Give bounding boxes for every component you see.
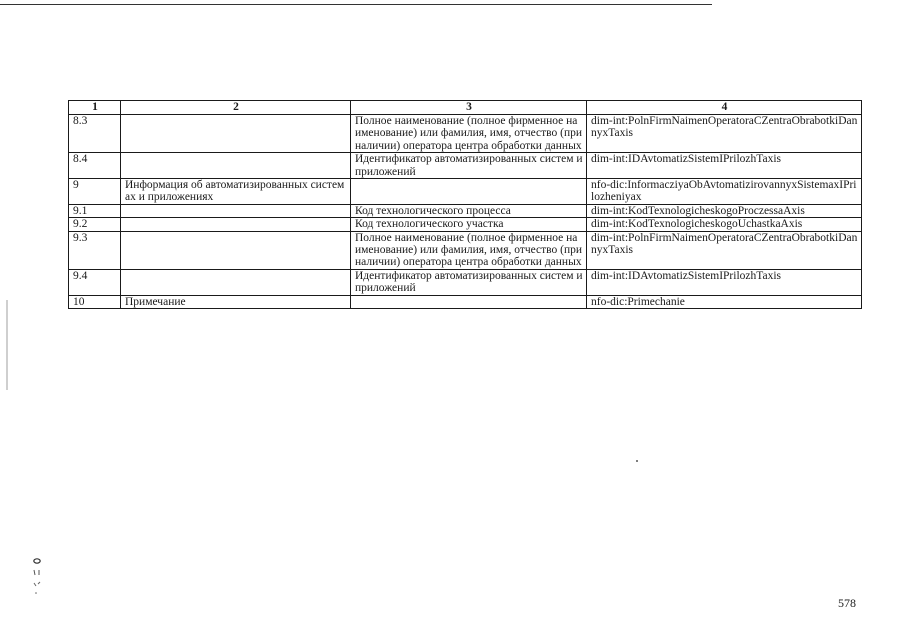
row-name: Примечание (121, 295, 351, 308)
header-col-3: 3 (351, 101, 587, 115)
row-description (351, 295, 587, 308)
margin-marks-icon (32, 556, 46, 596)
scan-speck (636, 460, 638, 462)
row-name (121, 115, 351, 153)
row-code: dim-int:PolnFirmNaimenOperatoraCZentraObrabotkiDannyxTaxis (587, 115, 862, 153)
row-description: Идентификатор автоматизированных систем и приложений (351, 269, 587, 295)
table-row (69, 204, 862, 217)
table-row (69, 269, 862, 295)
row-description: Код технологического процесса (351, 204, 587, 217)
table-row (69, 295, 862, 308)
row-name (121, 269, 351, 295)
row-code: nfo-dic:Primechanie (587, 295, 862, 308)
row-number: 8.4 (69, 153, 121, 179)
row-name (121, 153, 351, 179)
top-rule (0, 4, 712, 5)
document-table (68, 100, 862, 309)
row-code: dim-int:KodTexnologicheskogoUchastkaAxis (587, 218, 862, 231)
row-number: 10 (69, 295, 121, 308)
row-description: Идентификатор автоматизированных систем и приложений (351, 153, 587, 179)
row-number: 9.2 (69, 218, 121, 231)
scan-edge-shadow (6, 300, 8, 390)
table-row (69, 231, 862, 269)
row-code: dim-int:IDAvtomatizSistemIPrilozhTaxis (587, 153, 862, 179)
row-name (121, 218, 351, 231)
row-number: 9.1 (69, 204, 121, 217)
row-name (121, 231, 351, 269)
header-col-4: 4 (587, 101, 862, 115)
row-code: nfo-dic:InformacziyaObAvtomatizirovannyxSistemaxIPrilozheniyax (587, 179, 862, 205)
row-name: Информация об автоматизированных системах и приложениях (121, 179, 351, 205)
row-description: Полное наименование (полное фирменное наименование) или фамилия, имя, отчество (при наличии) оператора центра обработки данных (351, 115, 587, 153)
page-number: 578 (838, 596, 856, 610)
row-description: Код технологического участка (351, 218, 587, 231)
table-row (69, 153, 862, 179)
row-number: 9.4 (69, 269, 121, 295)
row-number: 9.3 (69, 231, 121, 269)
row-name (121, 204, 351, 217)
header-col-1: 1 (69, 101, 121, 115)
row-number: 8.3 (69, 115, 121, 153)
table-row (69, 115, 862, 153)
row-description (351, 179, 587, 205)
row-code: dim-int:PolnFirmNaimenOperatoraCZentraObrabotkiDannyxTaxis (587, 231, 862, 269)
table-row (69, 179, 862, 205)
table-header-row (69, 101, 862, 115)
row-code: dim-int:IDAvtomatizSistemIPrilozhTaxis (587, 269, 862, 295)
row-code: dim-int:KodTexnologicheskogoProczessaAxis (587, 204, 862, 217)
table-row (69, 218, 862, 231)
header-col-2: 2 (121, 101, 351, 115)
row-description: Полное наименование (полное фирменное наименование) или фамилия, имя, отчество (при наличии) оператора центра обработки данных (351, 231, 587, 269)
row-number: 9 (69, 179, 121, 205)
